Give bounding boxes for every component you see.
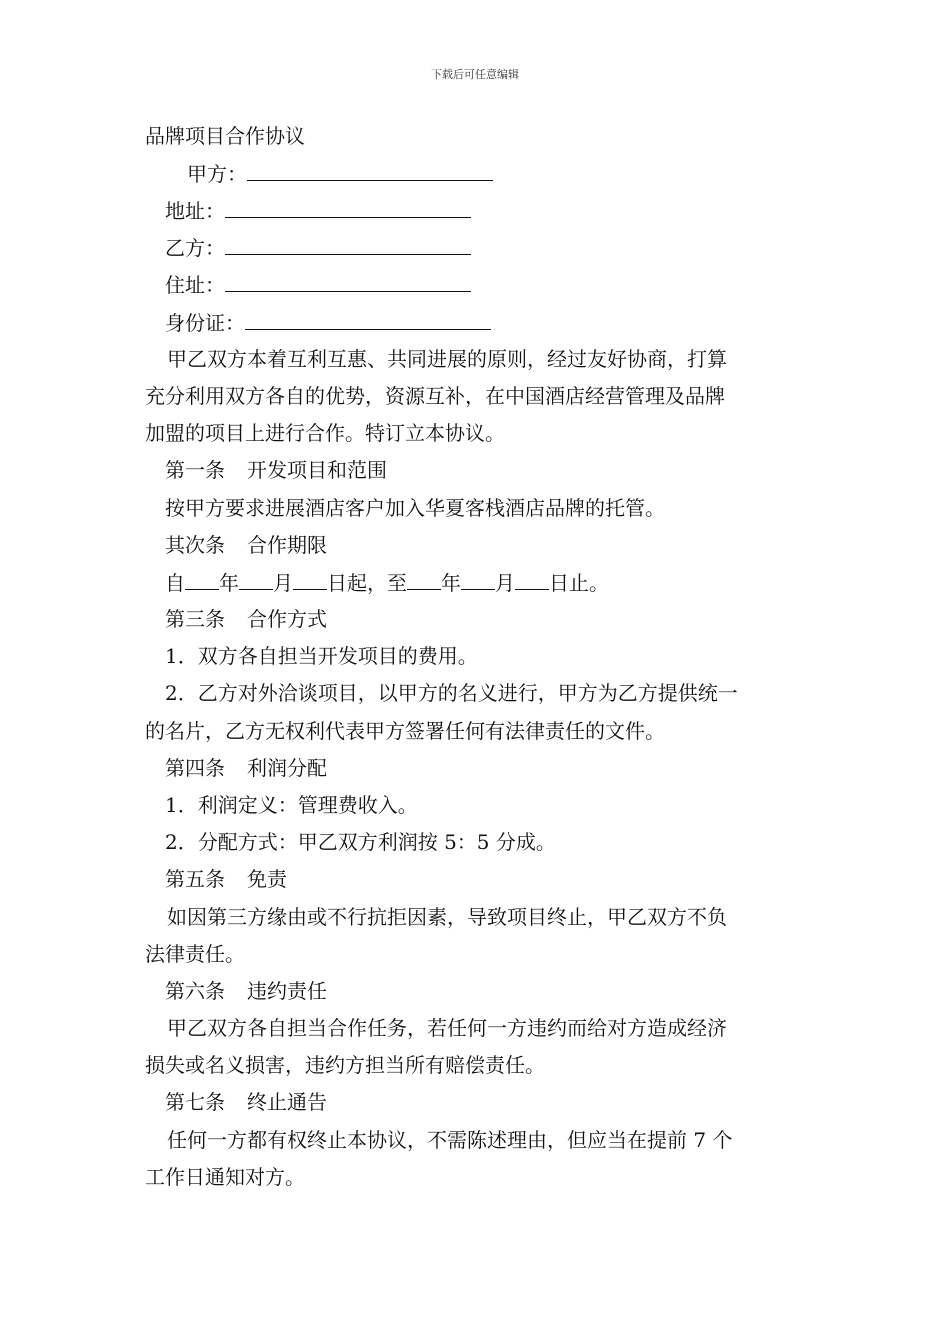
party-b-blank [225, 234, 471, 255]
address-blank [225, 197, 471, 218]
party-b-line [165, 234, 471, 261]
article-7-title: 终止通告 [247, 1090, 327, 1114]
article-3-number: 第三条 [165, 607, 225, 631]
article-2-number: 其次条 [165, 533, 225, 557]
article-1-number: 第一条 [165, 458, 225, 482]
article-6-title: 违约责任 [247, 979, 327, 1003]
article-6-line-2: 损失或名义损害，违约方担当所有赔偿责任。 [145, 1053, 545, 1077]
article-4-heading [165, 755, 327, 781]
residence-label: 住址： [165, 273, 225, 297]
party-a-line [187, 160, 493, 187]
period-month-1: 月 [273, 571, 293, 595]
article-5-title: 免责 [247, 867, 287, 891]
article-5-line-1: 如因第三方缘由或不行抗拒因素，导致项目终止，甲乙双方不负 [167, 905, 727, 929]
residence-blank [225, 271, 471, 292]
article-2-title: 合作期限 [247, 533, 327, 557]
start-day-blank [293, 569, 327, 590]
article-3-item-1: 1．双方各自担当开发项目的费用。 [165, 644, 478, 668]
id-line [165, 309, 491, 336]
document-title: 品牌项目合作协议 [145, 124, 305, 148]
article-3-item-2-line-2: 的名片，乙方无权利代表甲方签署任何有法律责任的文件。 [145, 719, 665, 743]
article-2-heading [165, 532, 327, 558]
party-a-blank [247, 160, 493, 181]
intro-line-2: 充分利用双方各自的优势，资源互补，在中国酒店经营管理及品牌 [145, 384, 725, 408]
party-b-label: 乙方： [165, 236, 225, 260]
article-7-line-2: 工作日通知对方。 [145, 1165, 305, 1189]
period-line [165, 569, 609, 596]
article-6-number: 第六条 [165, 979, 225, 1003]
period-start-day: 日起，至 [327, 571, 407, 595]
id-blank [245, 309, 491, 330]
article-7-line-1: 任何一方都有权终止本协议，不需陈述理由，但应当在提前 7 个 [167, 1128, 733, 1152]
article-4-number: 第四条 [165, 756, 225, 780]
article-5-line-2: 法律责任。 [145, 942, 245, 966]
address-line [165, 197, 471, 224]
article-4-item-1: 1．利润定义：管理费收入。 [165, 793, 418, 817]
end-year-blank [407, 569, 441, 590]
intro-line-1: 甲乙双方本着互利互惠、共同进展的原则，经过友好协商，打算 [167, 347, 727, 371]
page-header-note: 下载后可任意编辑 [431, 68, 519, 81]
article-3-item-2-line-1: 2．乙方对外洽谈项目，以甲方的名义进行，甲方为乙方提供统一 [165, 681, 738, 705]
article-7-number: 第七条 [165, 1090, 225, 1114]
start-year-blank [185, 569, 219, 590]
period-from: 自 [165, 571, 185, 595]
period-year-2: 年 [441, 571, 461, 595]
end-day-blank [515, 569, 549, 590]
end-month-blank [461, 569, 495, 590]
intro-line-3: 加盟的项目上进行合作。特订立本协议。 [145, 421, 505, 445]
article-6-line-1: 甲乙双方各自担当合作任务，若任何一方违约而给对方造成经济 [167, 1016, 727, 1040]
article-1-heading [165, 457, 387, 483]
period-year-1: 年 [219, 571, 239, 595]
article-4-item-2: 2．分配方式：甲乙双方利润按 5：5 分成。 [165, 830, 556, 854]
residence-line [165, 271, 471, 298]
start-month-blank [239, 569, 273, 590]
period-month-2: 月 [495, 571, 515, 595]
article-1-title: 开发项目和范围 [247, 458, 387, 482]
article-5-heading [165, 866, 287, 892]
article-7-heading [165, 1089, 327, 1115]
article-3-heading [165, 606, 327, 632]
article-1-body: 按甲方要求进展酒店客户加入华夏客栈酒店品牌的托管。 [165, 496, 665, 520]
article-3-title: 合作方式 [247, 607, 327, 631]
article-5-number: 第五条 [165, 867, 225, 891]
article-4-title: 利润分配 [247, 756, 327, 780]
party-a-label: 甲方： [187, 162, 247, 186]
period-end-day: 日止。 [549, 571, 609, 595]
id-label: 身份证： [165, 311, 245, 335]
article-6-heading [165, 978, 327, 1004]
address-label: 地址： [165, 199, 225, 223]
